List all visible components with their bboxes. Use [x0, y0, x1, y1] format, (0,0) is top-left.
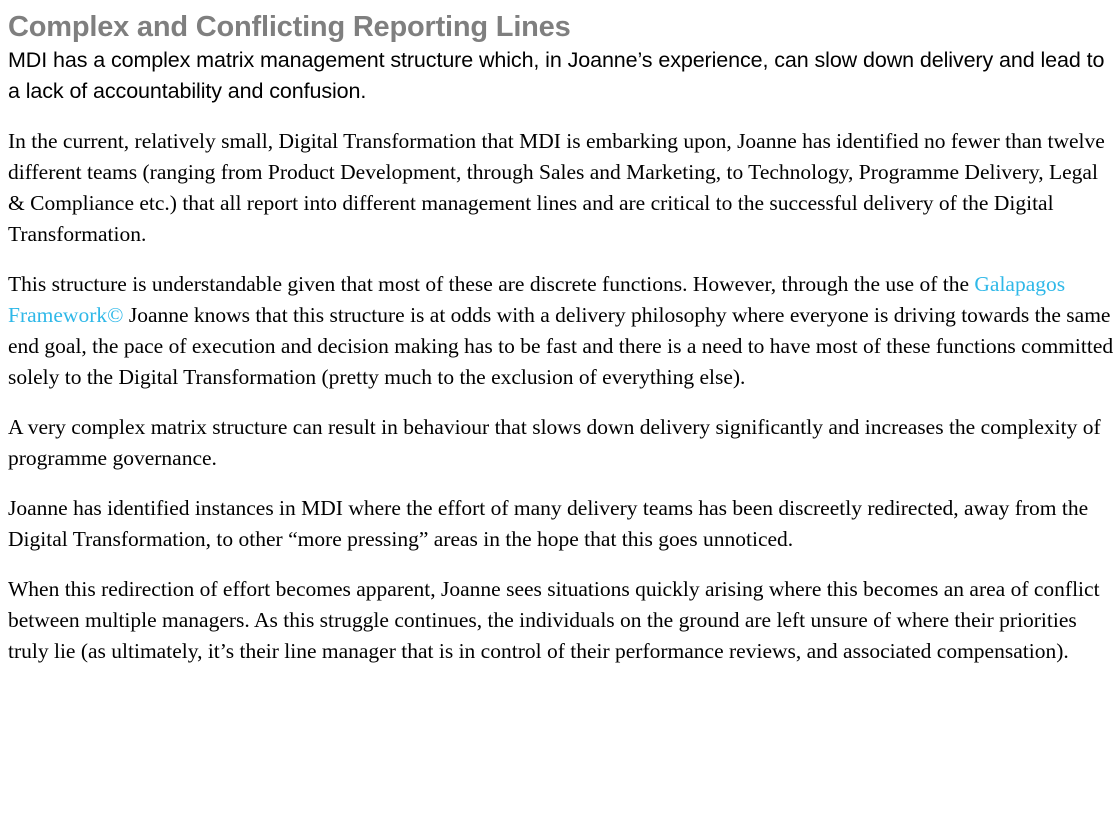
intro-paragraph: MDI has a complex matrix management structure which, in Joanne’s experience, can slow down delivery and lead to a lack of accountability and confusion.: [8, 47, 1105, 103]
document-body: [0, 45, 1120, 667]
paragraph-conflict: When this redirection of effort becomes apparent, Joanne sees situations quickly arising where this becomes an area of conflict between multiple managers. As this struggle continues, the individuals on the ground are left unsure of where their priorities truly lie (as ultimately, it’s their line manager that is in control of their performance reviews, and associated compensation).: [8, 576, 1100, 663]
galapagos-framework-link[interactable]: Galapagos Framework©: [8, 271, 1066, 327]
framework-text-before: This structure is understandable given that most of these are discrete functions. However, through the use of the: [8, 271, 975, 296]
paragraph-redirected-effort: Joanne has identified instances in MDI where the effort of many delivery teams has been discreetly redirected, away from the Digital Transformation, to other “more pressing” areas in the hope that this goes unnoticed.: [8, 495, 1089, 551]
paragraph-framework: [8, 269, 1120, 393]
paragraph-teams: In the current, relatively small, Digital Transformation that MDI is embarking upon, Joanne has identified no fewer than twelve different teams (ranging from Product Development, through Sales and Marketing, to Technology, Programme Delivery, Legal & Compliance etc.) that all report into different management lines and are critical to the successful delivery of the Digital Transformation.: [8, 128, 1105, 246]
framework-text-after: Joanne knows that this structure is at odds with a delivery philosophy where everyone is driving towards the same end goal, the pace of execution and decision making has to be fast and there is a need to have most of these functions committed solely to the Digital Transformation (pretty much to the exclusion of everything else).: [8, 302, 1114, 389]
paragraph-matrix-complexity: A very complex matrix structure can result in behaviour that slows down delivery significantly and increases the complexity of programme governance.: [8, 414, 1101, 470]
page-title: Complex and Conflicting Reporting Lines: [8, 11, 571, 43]
